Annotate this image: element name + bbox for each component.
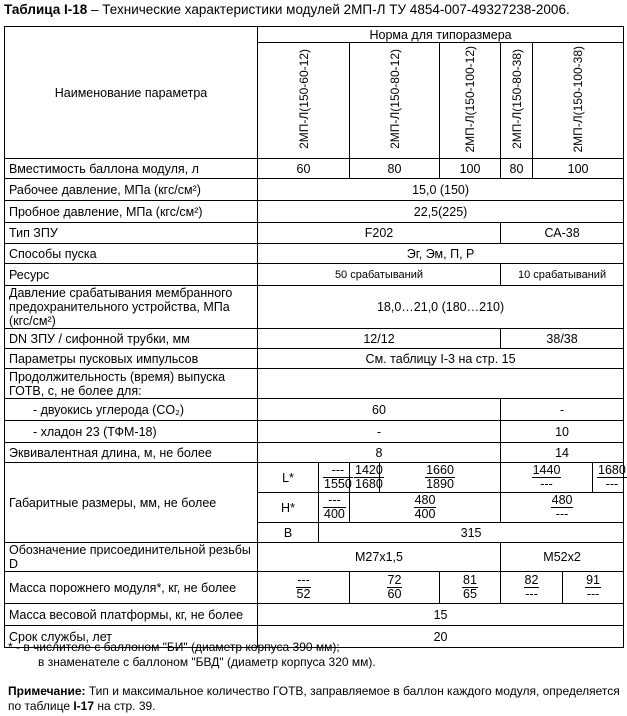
cell-fraction: $\frac{480}{---}$	[501, 493, 624, 523]
cell-value: 18,0…21,0 (180…210)	[258, 286, 624, 329]
table-row	[5, 421, 624, 443]
cell-empty	[258, 369, 624, 399]
table-row	[5, 399, 624, 421]
header-row	[5, 27, 624, 43]
cell-value: 80	[350, 159, 440, 179]
cell-fraction: $\frac{91}{---}$	[563, 572, 624, 604]
table-row	[5, 179, 624, 201]
note-paragraph	[8, 684, 620, 714]
cell-value: 80	[501, 159, 533, 179]
cell-fraction: $\frac{1440}{---}$	[501, 463, 593, 493]
table-row	[5, 244, 624, 264]
cell-fraction: $\frac{81}{65}$	[440, 572, 501, 604]
cell-value: 14	[501, 443, 624, 463]
param-header: Наименование параметра	[5, 27, 258, 159]
row-label: Рабочее давление, МПа (кгс/см²)	[5, 179, 258, 201]
table-row	[5, 443, 624, 463]
cell-fraction: $\frac{82}{---}$	[501, 572, 563, 604]
table-caption	[4, 2, 624, 22]
cell-value: Эг, Эм, П, Р	[258, 244, 624, 264]
cell-fraction: $\frac{---}{400}$	[319, 493, 350, 523]
cell-value: F202	[258, 223, 501, 244]
cell-value: 10 срабатываний	[501, 264, 624, 286]
norm-header: Норма для типоразмера	[258, 27, 624, 43]
cell-value: 60	[258, 159, 350, 179]
row-label: Продолжительность (время) выпуска ГОТВ, с, не более для:	[5, 369, 258, 399]
row-label: Эквивалентная длина, м, не более	[5, 443, 258, 463]
row-label: Масса весовой платформы, кг, не более	[5, 604, 258, 626]
row-label: - хладон 23 (ТФМ-18)	[5, 421, 258, 443]
cell-value: М52х2	[501, 543, 624, 572]
cell-value: 12/12	[258, 329, 501, 349]
note-label: Примечание:	[8, 684, 86, 698]
row-label: Давление срабатывания мембранного предохранительного устройства, МПа (кгс/см²)	[5, 286, 258, 329]
dim-label-L: L*	[258, 463, 319, 493]
model-header: 2МП-Л(150-80-38)	[501, 43, 533, 159]
cell-fraction: $\frac{---}{1550}$	[319, 463, 350, 493]
row-label: Обозначение присоединительной резьбы D	[5, 543, 258, 572]
model-header: 2МП-Л(150-80-12)	[350, 43, 440, 159]
row-label: Ресурс	[5, 264, 258, 286]
row-label: DN ЗПУ / сифонной трубки, мм	[5, 329, 258, 349]
table-row	[5, 223, 624, 244]
note-text: Тип и максимальное количество ГОТВ, заправляемое в баллон каждого модуля, определяется по таблице	[8, 684, 620, 713]
cell-value: 100	[533, 159, 624, 179]
table-row	[5, 286, 624, 329]
row-label: Способы пуска	[5, 244, 258, 264]
cell-value: 22,5(225)	[258, 201, 624, 223]
cell-value: -	[501, 399, 624, 421]
cell-value: 100	[440, 159, 501, 179]
row-label: - двуокись углерода (CO₂)	[5, 399, 258, 421]
dim-label-H: H*	[258, 493, 319, 523]
footnote-line: в знаменателе с баллоном "БВД" (диаметр корпуса 320 мм).	[38, 655, 376, 669]
model-header: 2МП-Л(150-100-38)	[533, 43, 624, 159]
footnote-line: * - в числителе с баллоном "БИ" (диаметр корпуса 390 мм);	[8, 640, 340, 654]
spec-table	[4, 26, 624, 648]
footnote-block	[8, 640, 620, 714]
cell-fraction: $\frac{1680}{---}$	[593, 463, 624, 493]
cell-value: 20	[258, 626, 624, 648]
table-row	[5, 264, 624, 286]
cell-value: 15	[258, 604, 624, 626]
cell-value: 10	[501, 421, 624, 443]
note-text: на стр. 39.	[94, 699, 156, 713]
table-row	[5, 329, 624, 349]
dim-label-B: B	[258, 523, 319, 543]
cell-value: 8	[258, 443, 501, 463]
table-row	[5, 572, 624, 604]
row-label: Срок службы, лет	[5, 626, 258, 648]
cell-value: 315	[319, 523, 624, 543]
cell-fraction: $\frac{480}{400}$	[350, 493, 501, 523]
note-ref: I-17	[73, 699, 95, 713]
table-row	[5, 543, 624, 572]
cell-fraction: $\frac{1420}{1680}$	[350, 463, 380, 493]
model-header: 2МП-Л(150-100-12)	[440, 43, 501, 159]
cell-value: 50 срабатываний	[258, 264, 501, 286]
row-label: Габаритные размеры, мм, не более	[5, 463, 258, 543]
row-label: Параметры пусковых импульсов	[5, 349, 258, 369]
table-number: Таблица I-18	[4, 2, 88, 17]
cell-value: М27х1,5	[258, 543, 501, 572]
model-header: 2МП-Л(150-60-12)	[258, 43, 350, 159]
row-label: Пробное давление, МПа (кгс/см²)	[5, 201, 258, 223]
table-row	[5, 604, 624, 626]
table-row	[5, 349, 624, 369]
table-row	[5, 201, 624, 223]
cell-fraction: $\frac{---}{52}$	[258, 572, 350, 604]
cell-value: 38/38	[501, 329, 624, 349]
cell-fraction: $\frac{1660}{1890}$	[380, 463, 501, 493]
cell-value: -	[258, 421, 501, 443]
table-row	[5, 463, 624, 493]
cell-value: 60	[258, 399, 501, 421]
table-row	[5, 159, 624, 179]
row-label: Тип ЗПУ	[5, 223, 258, 244]
table-row	[5, 369, 624, 399]
cell-value: См. таблицу I-3 на стр. 15	[258, 349, 624, 369]
cell-fraction: $\frac{72}{60}$	[350, 572, 440, 604]
table-title: – Технические характеристики модулей 2МП-Л ТУ 4854-007-49327238-2006.	[87, 2, 570, 17]
row-label: Вместимость баллона модуля, л	[5, 159, 258, 179]
cell-value: СА-38	[501, 223, 624, 244]
cell-value: 15,0 (150)	[258, 179, 624, 201]
row-label: Масса порожнего модуля*, кг, не более	[5, 572, 258, 604]
